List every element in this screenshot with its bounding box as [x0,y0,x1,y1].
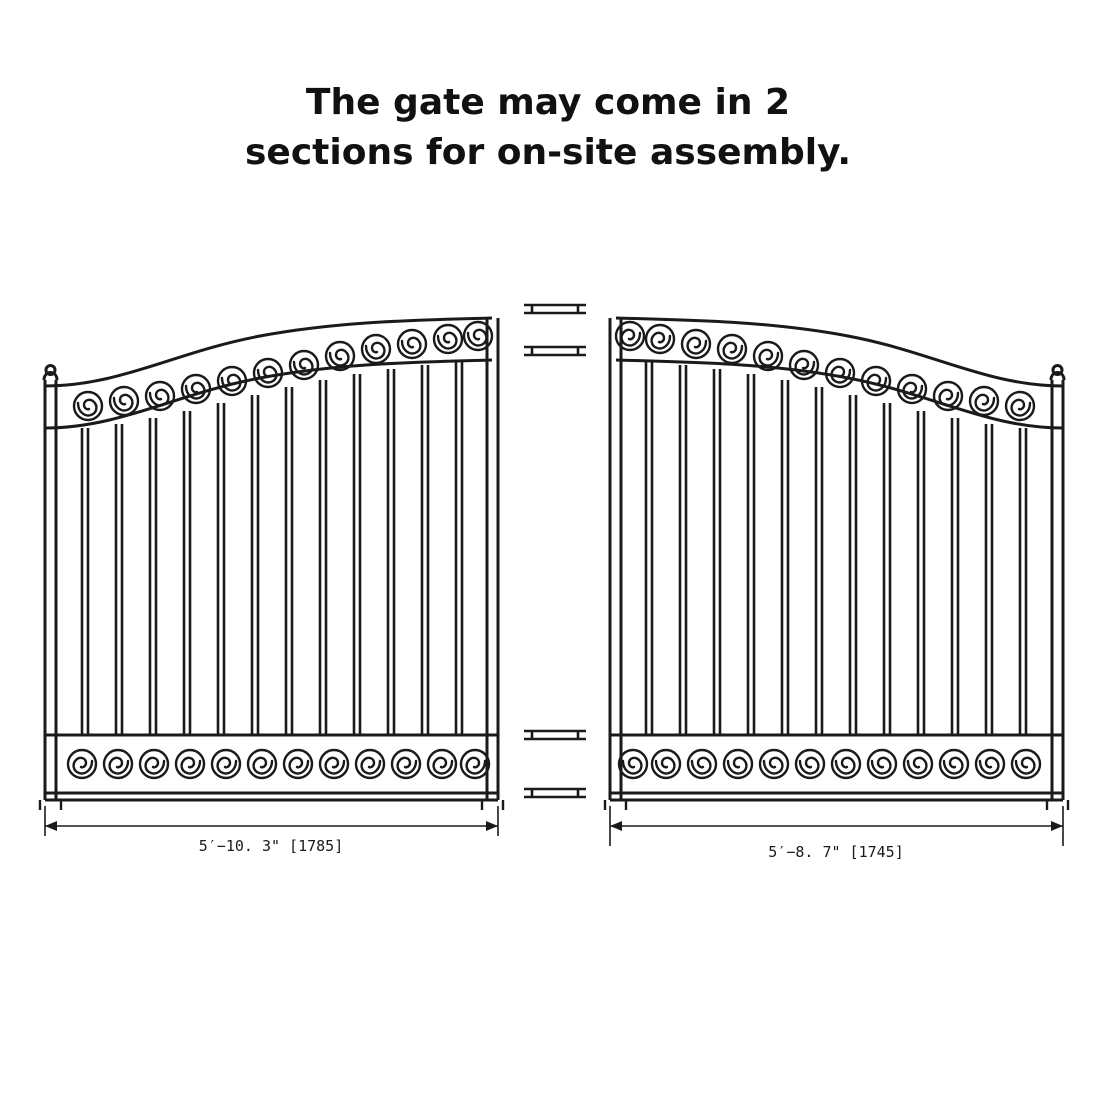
left-gate-leaf [40,318,503,855]
hinge-mark-bottom-upper [524,731,586,739]
left-leaf-pickets [82,362,462,735]
page-title-line-1: The gate may come in 2 [305,82,791,123]
hinge-mark-bottom-lower [524,789,586,797]
right-leaf-pickets [646,362,1026,735]
hinge-mark-top-upper [524,305,586,313]
page-title-line-2: sections for on-site assembly. [245,132,851,173]
left-leaf-bottom-scroll-band [68,750,489,778]
hinge-mark-top-lower [524,347,586,355]
right-gate-leaf [605,318,1068,861]
right-leaf-dimension [610,806,1063,846]
left-leaf-dimension [45,806,498,836]
split-seam-hinge-marks [524,305,586,797]
left-leaf-frame [44,318,498,800]
left-leaf-dimension-label: 5′−10. 3" [1785] [198,837,344,855]
right-leaf-bottom-scroll-band [619,750,1040,778]
right-leaf-dimension-label: 5′−8. 7" [1745] [768,843,904,861]
right-leaf-frame [610,318,1064,800]
